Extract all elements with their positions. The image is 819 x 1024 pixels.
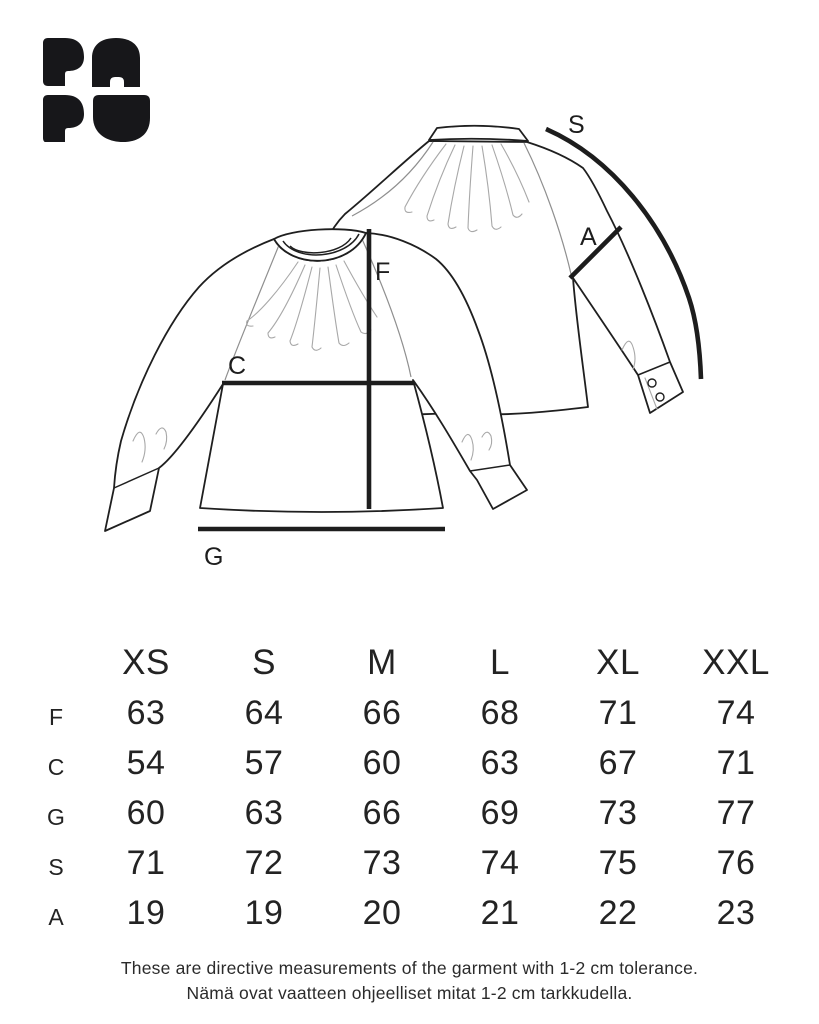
cell-c-xs: 54 [126, 744, 166, 782]
table-corner [25, 638, 87, 688]
size-header-s: S [252, 643, 276, 682]
cell-s-xxl: 76 [716, 844, 756, 882]
label-F: F [375, 258, 391, 286]
row-label-g: G [47, 804, 65, 830]
cell-f-l: 68 [480, 694, 520, 732]
cell-c-s: 57 [244, 744, 284, 782]
tolerance-note [0, 956, 819, 1006]
cell-c-m: 60 [362, 744, 402, 782]
cell-f-s: 64 [244, 694, 284, 732]
cell-g-s: 63 [244, 794, 284, 832]
cell-a-xl: 22 [598, 894, 638, 932]
cuff-button-2 [656, 393, 664, 401]
cell-s-xl: 75 [598, 844, 638, 882]
row-label-c: C [47, 754, 65, 780]
cell-a-s: 19 [244, 894, 284, 932]
cell-c-xl: 67 [598, 744, 638, 782]
cell-g-l: 69 [480, 794, 520, 832]
row-label-s: S [48, 854, 64, 880]
cell-f-xxl: 74 [716, 694, 756, 732]
size-header-l: L [490, 643, 510, 682]
tolerance-note-en: These are directive measurements of the garment with 1-2 cm tolerance. [120, 958, 699, 978]
cell-s-m: 73 [362, 844, 402, 882]
label-A: A [580, 223, 597, 251]
cell-c-xxl: 71 [716, 744, 756, 782]
row-label-a: A [48, 904, 64, 930]
cell-a-l: 21 [480, 894, 520, 932]
size-header-xxl: XXL [702, 643, 770, 682]
cell-a-m: 20 [362, 894, 402, 932]
cell-f-xs: 63 [126, 694, 166, 732]
cell-f-m: 66 [362, 694, 402, 732]
cell-s-s: 72 [244, 844, 284, 882]
cell-g-xs: 60 [126, 794, 166, 832]
cell-s-xs: 71 [126, 844, 166, 882]
cell-a-xxl: 23 [716, 894, 756, 932]
cell-c-l: 63 [480, 744, 520, 782]
label-C: C [228, 352, 247, 380]
cell-g-m: 66 [362, 794, 402, 832]
cell-s-l: 74 [480, 844, 520, 882]
back-collar-band [429, 126, 528, 141]
row-label-f: F [48, 704, 64, 730]
label-S: S [568, 111, 585, 139]
size-table [25, 638, 795, 938]
size-header-xl: XL [596, 643, 640, 682]
size-header-xs: XS [122, 643, 170, 682]
cell-g-xl: 73 [598, 794, 638, 832]
cuff-button-1 [648, 379, 656, 387]
cell-g-xxl: 77 [716, 794, 756, 832]
tolerance-note-fi: Nämä ovat vaatteen ohjeelliset mitat 1-2 cm tarkkudella. [186, 983, 633, 1003]
size-header-m: M [367, 643, 397, 682]
cell-a-xs: 19 [126, 894, 166, 932]
label-G: G [204, 543, 224, 571]
cell-f-xl: 71 [598, 694, 638, 732]
